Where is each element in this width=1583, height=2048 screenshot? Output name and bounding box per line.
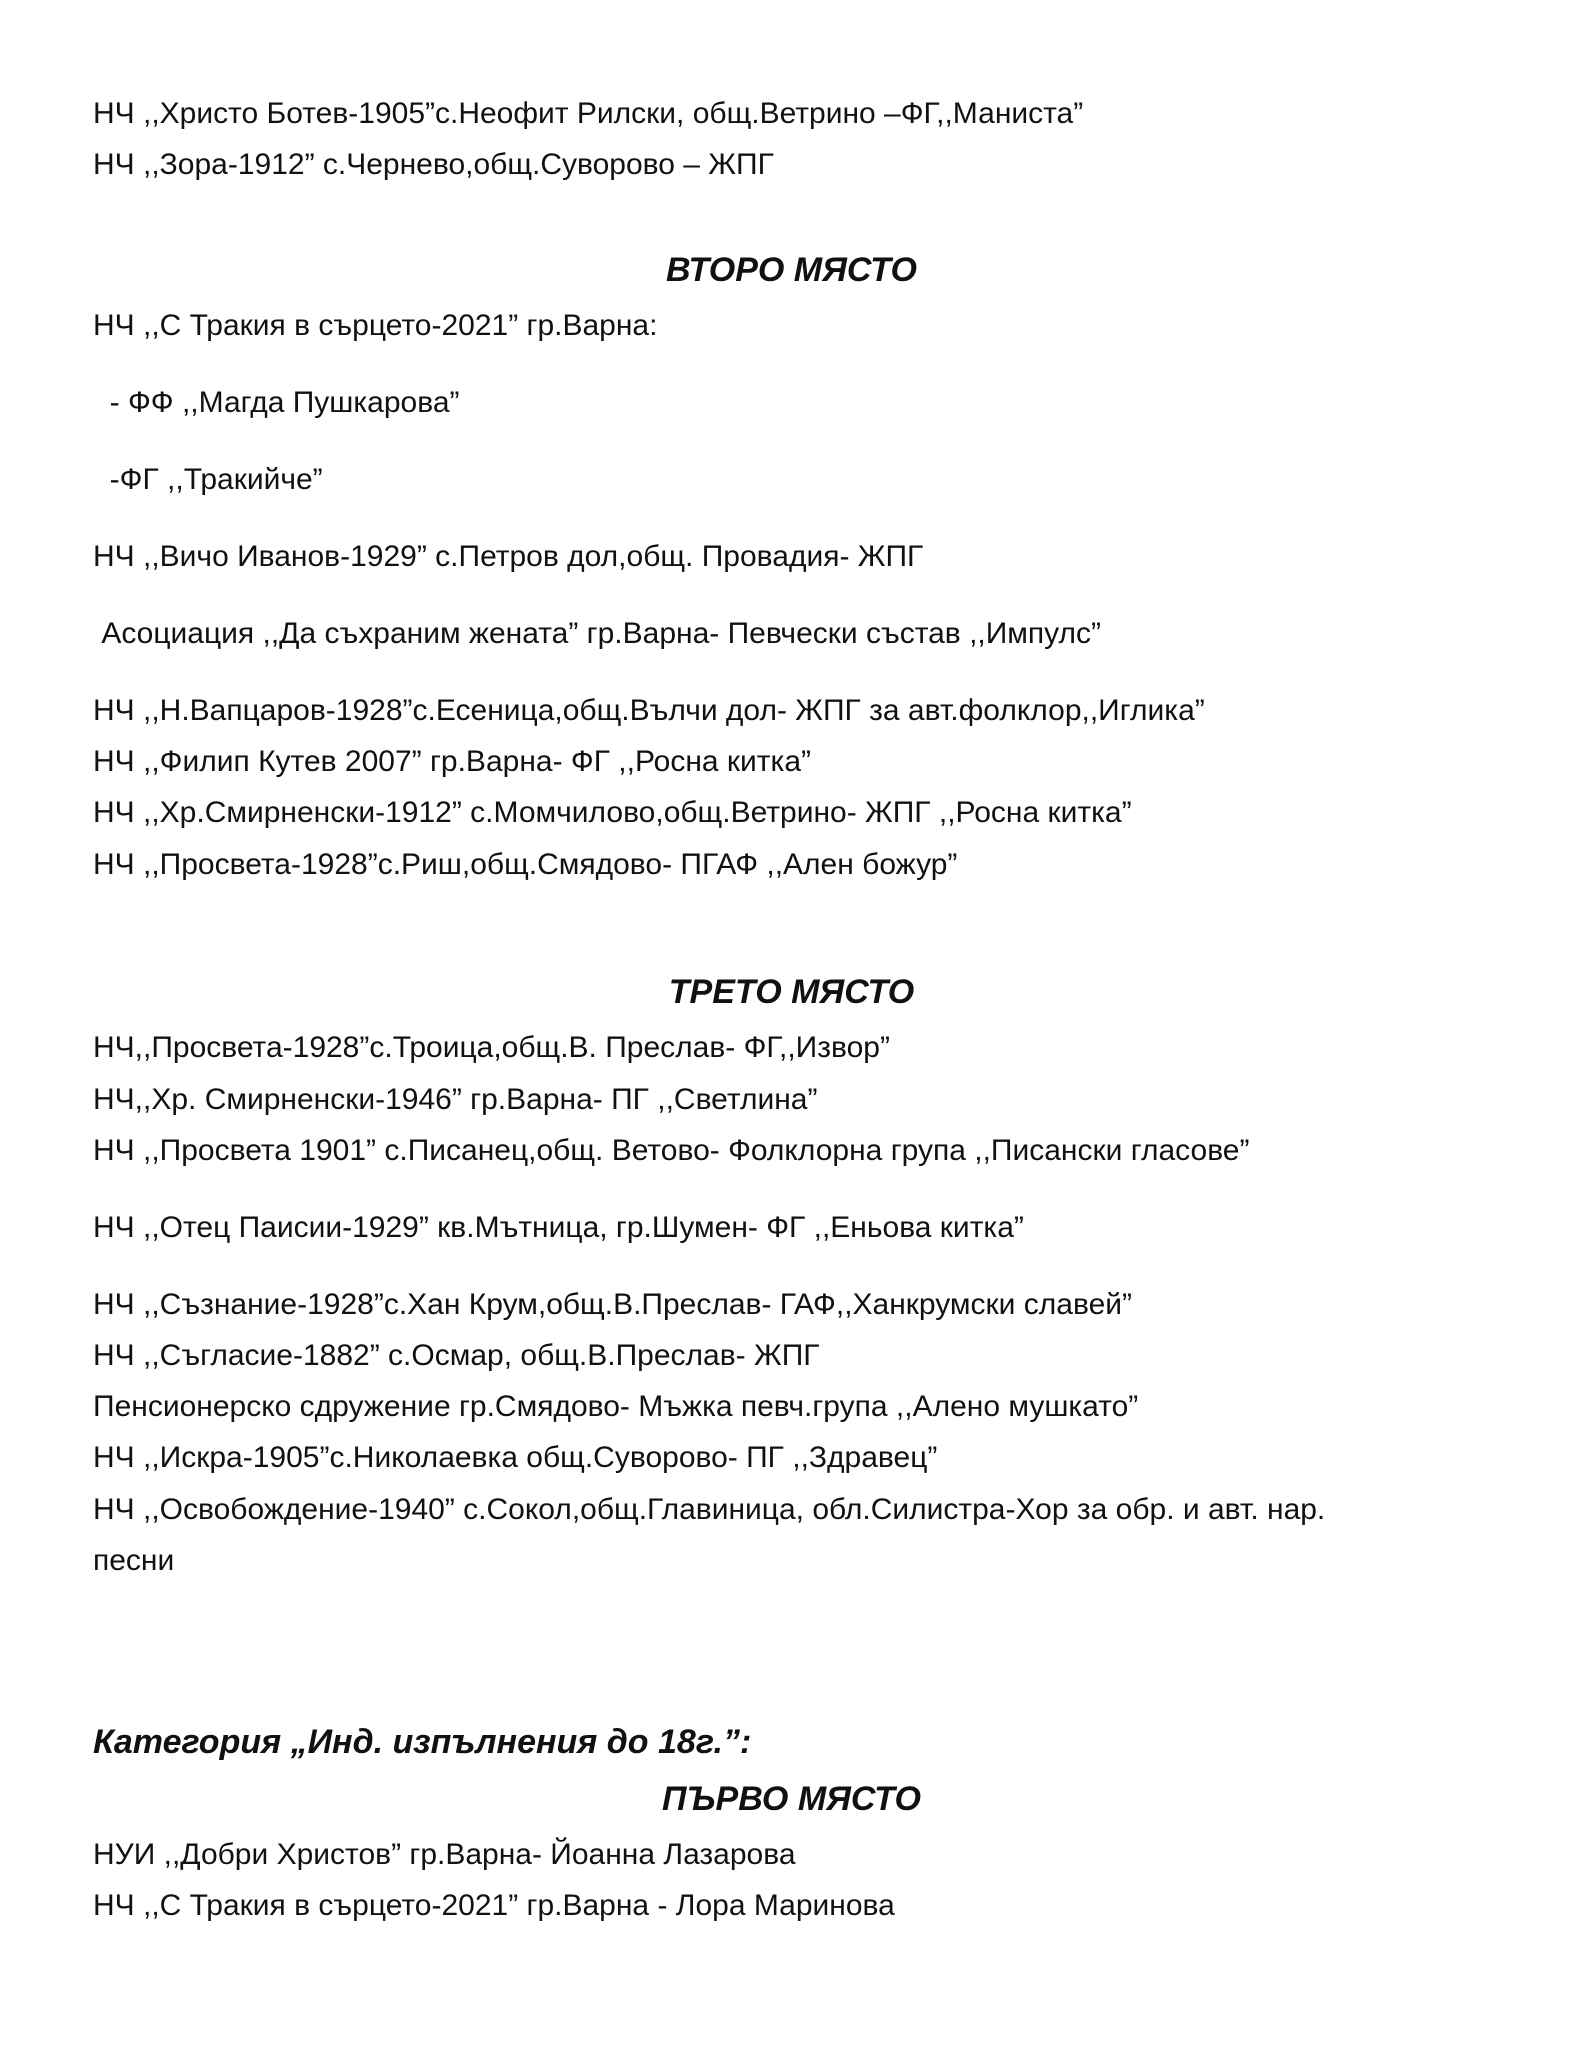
list-item: НЧ ,,Искра-1905”с.Николаевка общ.Суворово- ПГ ,,Здравец” bbox=[93, 1441, 938, 1474]
list-item: НЧ,,Хр. Смирненски-1946” гр.Варна- ПГ ,,Светлина” bbox=[93, 1083, 818, 1116]
list-item: -ФГ ,,Тракийче” bbox=[93, 463, 323, 496]
list-item: - ФФ ,,Магда Пушкарова” bbox=[93, 386, 460, 419]
list-item: НУИ ,,Добри Христов” гр.Варна- Йоанна Лазарова bbox=[93, 1838, 796, 1871]
list-item: НЧ ,,Хр.Смирненски-1912” с.Момчилово,общ.Ветрино- ЖПГ ,,Росна китка” bbox=[93, 796, 1132, 829]
list-item: НЧ ,,Съгласие-1882” с.Осмар, общ.В.Преслав- ЖПГ bbox=[93, 1339, 820, 1372]
second-place-heading: ВТОРО МЯСТО bbox=[666, 251, 917, 289]
list-item: НЧ ,,Н.Вапцаров-1928”с.Есеница,общ.Вълчи дол- ЖПГ за авт.фолклор,,Иглика” bbox=[93, 694, 1205, 727]
list-item: Пенсионерско сдружение гр.Смядово- Мъжка певч.група ,,Алено мушкато” bbox=[93, 1390, 1139, 1423]
list-item: НЧ ,,Вичо Иванов-1929” с.Петров дол,общ. Провадия- ЖПГ bbox=[93, 540, 924, 573]
first-place-heading: ПЪРВО МЯСТО bbox=[662, 1780, 921, 1818]
list-item: НЧ ,,Просвета 1901” с.Писанец,общ. Ветово- Фолклорна група ,,Писански гласове” bbox=[93, 1134, 1250, 1167]
list-item: Асоциация ,,Да съхраним жената” гр.Варна- Певчески състав ,,Импулс” bbox=[93, 617, 1102, 650]
list-item: НЧ ,,С Тракия в сърцето-2021” гр.Варна: bbox=[93, 309, 658, 342]
list-item: НЧ ,,С Тракия в сърцето-2021” гр.Варна - Лора Маринова bbox=[93, 1889, 895, 1922]
list-item: НЧ ,,Освобождение-1940” с.Сокол,общ.Главиница, обл.Силистра-Хор за обр. и авт. нар. bbox=[93, 1493, 1326, 1526]
list-item: НЧ ,,Филип Кутев 2007” гр.Варна- ФГ ,,Росна китка” bbox=[93, 745, 811, 778]
list-item: НЧ ,,Зора-1912” с.Чернево,общ.Суворово – ЖПГ bbox=[93, 148, 774, 181]
list-item: НЧ ,,Просвета-1928”с.Риш,общ.Смядово- ПГАФ ,,Ален божур” bbox=[93, 848, 958, 881]
list-item: песни bbox=[93, 1544, 175, 1577]
list-item: НЧ ,,Христо Ботев-1905”с.Неофит Рилски, общ.Ветрино –ФГ,,Маниста” bbox=[93, 97, 1084, 130]
list-item: НЧ ,,Отец Паисии-1929” кв.Мътница, гр.Шумен- ФГ ,,Еньова китка” bbox=[93, 1211, 1024, 1244]
list-item: НЧ ,,Съзнание-1928”с.Хан Крум,общ.В.Преслав- ГАФ,,Ханкрумски славей” bbox=[93, 1288, 1132, 1321]
category-title: Категория „Инд. изпълнения до 18г.”: bbox=[93, 1723, 752, 1761]
third-place-heading: ТРЕТО МЯСТО bbox=[668, 973, 915, 1011]
list-item: НЧ,,Просвета-1928”с.Троица,общ.В. Преслав- ФГ,,Извор” bbox=[93, 1031, 890, 1064]
